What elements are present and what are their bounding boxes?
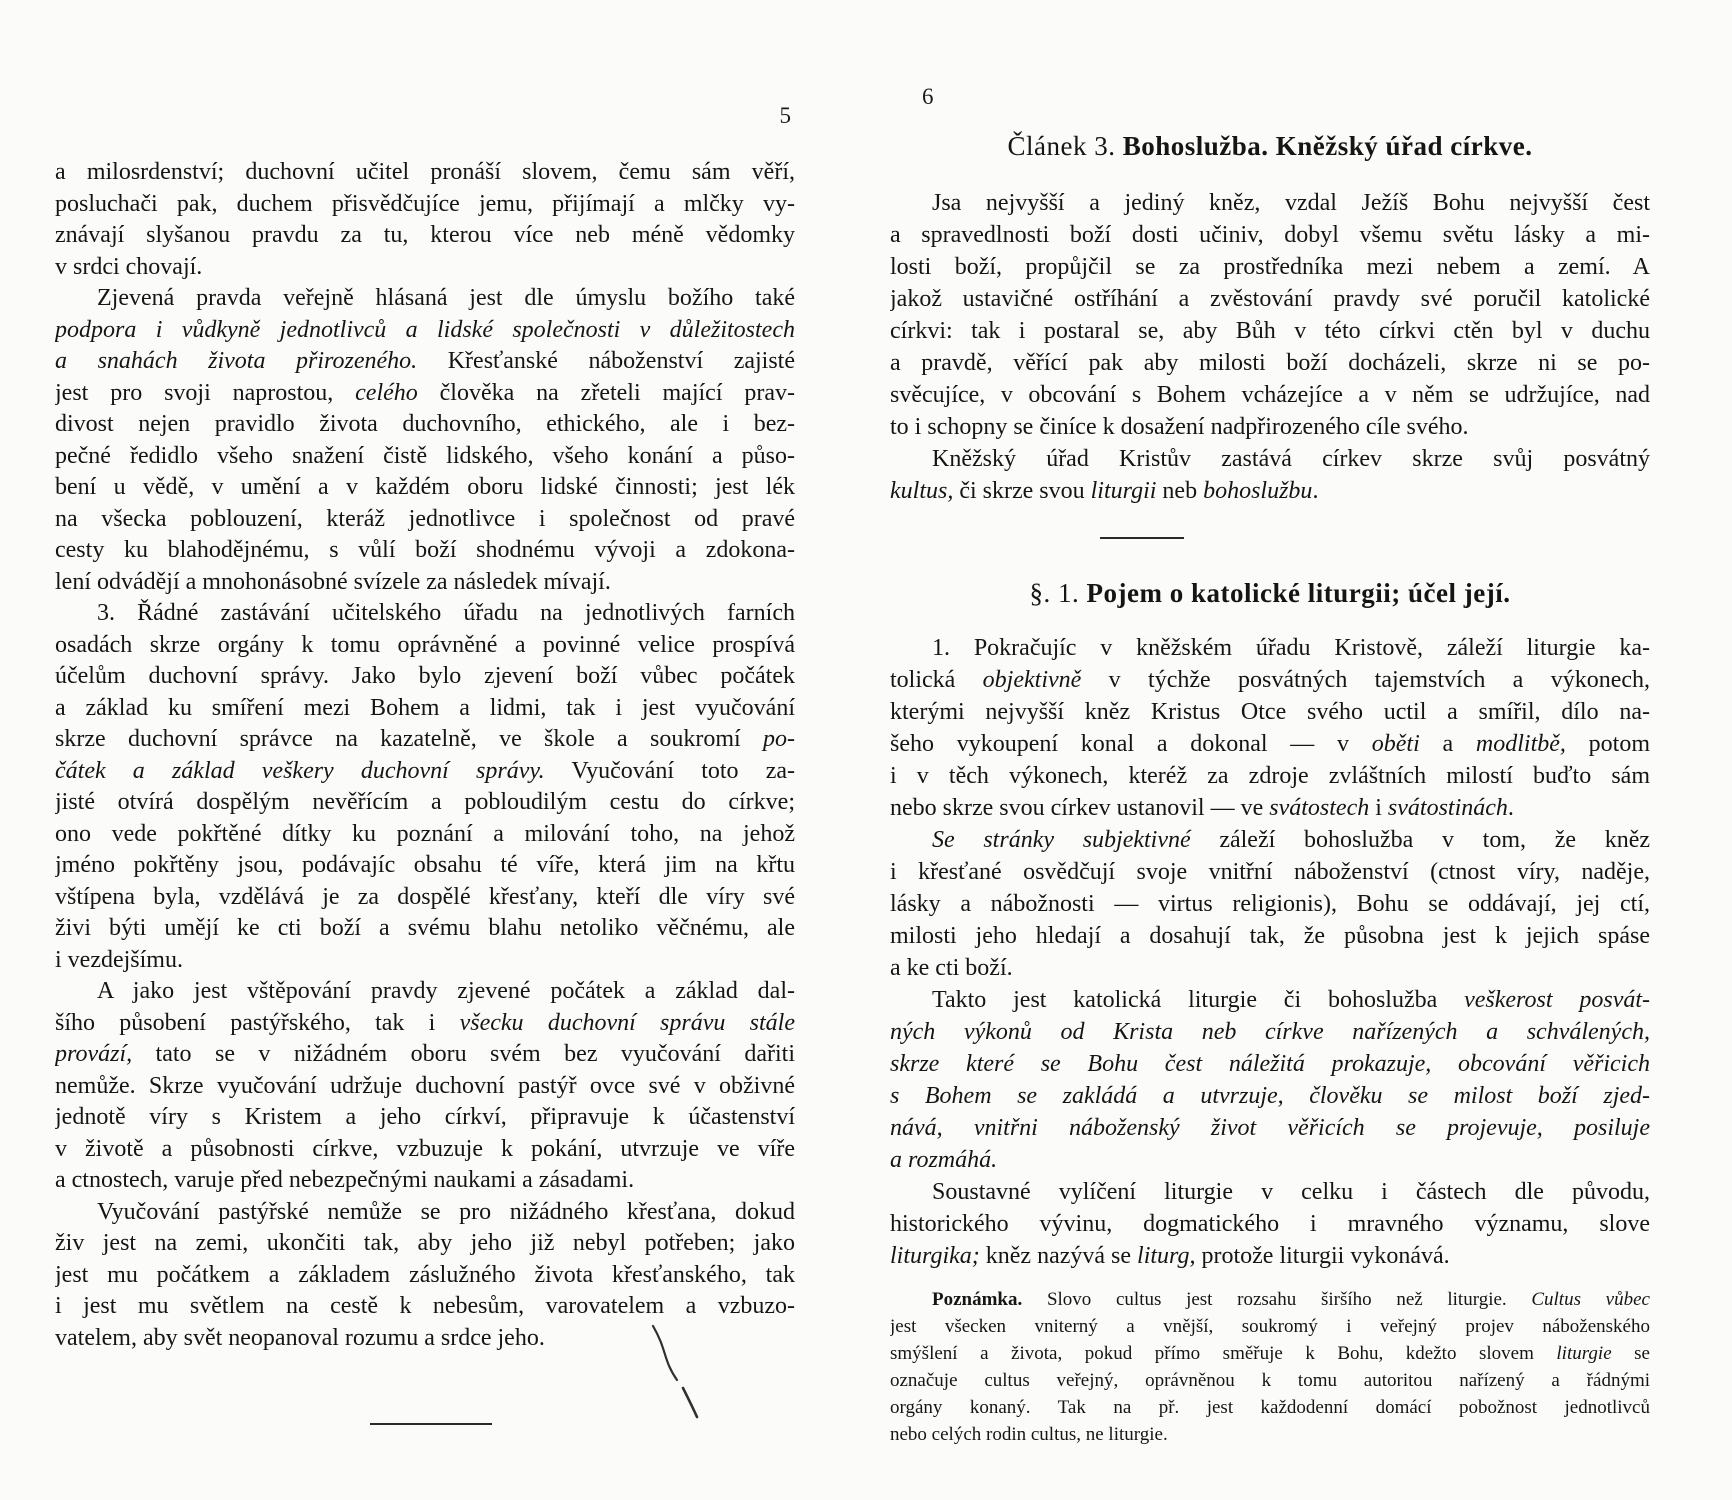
text-line xyxy=(890,475,1650,507)
text-line xyxy=(55,1102,795,1134)
text-segment: Soustavné vylíčení liturgie v celku i částech dle původu, xyxy=(932,1179,1650,1205)
text-segment: svátostech xyxy=(1269,795,1370,821)
text-segment: liturg, xyxy=(1137,1243,1196,1269)
paragraph xyxy=(55,598,795,976)
text-segment: Křesťanské náboženství zajisté xyxy=(417,348,795,374)
text-line xyxy=(55,1039,795,1071)
text-segment: nává, vnitřni náboženský život věřicích se projevuje, posiluje xyxy=(890,1115,1650,1141)
text-segment: a ke cti boží. xyxy=(890,955,1013,981)
text-segment: oběti xyxy=(1371,731,1420,757)
text-line xyxy=(890,1421,1650,1448)
text-segment: Se stránky subjektivné xyxy=(932,827,1191,853)
article-heading xyxy=(890,131,1650,162)
paragraph xyxy=(890,1286,1650,1448)
text-segment: tolická xyxy=(890,667,983,693)
text-line xyxy=(55,913,795,945)
text-segment: neb xyxy=(1156,478,1204,504)
section-divider xyxy=(370,1423,492,1425)
text-line xyxy=(890,696,1650,728)
text-segment: cesty ku blahodějnému, s vůlí boží shodnému vývoji a zdokona- xyxy=(55,537,795,563)
text-line xyxy=(55,441,795,473)
text-segment: Kněžský úřad Kristův zastává církev skrze svůj posvátný xyxy=(932,446,1650,472)
text-segment: jest mu počátkem a základem záslužného života křesťanského, tak xyxy=(55,1261,795,1288)
text-segment: Vyučování toto za- xyxy=(544,757,795,784)
text-line xyxy=(55,756,795,788)
paragraph xyxy=(55,976,795,1197)
paragraph xyxy=(890,443,1650,507)
text-line xyxy=(55,693,795,725)
text-line xyxy=(55,220,795,252)
text-segment: tato se v nižádném oboru svém bez vyučování dařiti xyxy=(132,1041,795,1067)
ink-mark xyxy=(647,1322,717,1452)
text-segment: jednotě víry s Kristem a jeho církví, připravuje k účastenství xyxy=(55,1104,795,1130)
text-segment: Cultus vůbec xyxy=(1531,1289,1650,1310)
text-segment: šeho vykoupení konal a dokonal — v xyxy=(890,731,1372,757)
text-segment: jisté otvírá dospělým nevěřícím a pobloudilým cestu do církve; xyxy=(55,789,795,815)
text-segment: člověka na zřeteli mající prav- xyxy=(417,379,795,406)
text-segment: celého xyxy=(355,379,418,406)
text-segment: po- xyxy=(763,726,795,752)
text-segment: §. 1. xyxy=(1029,578,1087,608)
text-line xyxy=(890,1367,1650,1394)
text-line xyxy=(55,157,795,189)
text-line xyxy=(890,888,1650,920)
text-segment: posluchači pak, duchem přisvědčujíce jemu, přijímají a mlčky vy- xyxy=(55,190,795,217)
text-line xyxy=(890,952,1650,984)
text-line xyxy=(55,1165,795,1197)
section-heading xyxy=(890,578,1650,609)
text-segment: živ jest na zemi, ukončiti tak, aby jeho již nebyl potřeben; jako xyxy=(55,1230,795,1256)
text-segment: i vezdejšímu. xyxy=(55,946,183,973)
text-segment: živi býti umějí ke cti boží a svému blahu netoliko věčnému, ale xyxy=(55,915,795,941)
text-line xyxy=(55,724,795,756)
paragraph xyxy=(55,157,795,283)
text-line xyxy=(890,824,1650,856)
text-segment: a pravdě, věřící pak aby milosti boží docházeli, skrze ni se po- xyxy=(890,350,1650,376)
text-segment: Vyučování pastýřské nemůže se pro nižádného křesťana, dokud xyxy=(97,1198,795,1225)
page-left-text xyxy=(55,157,795,1354)
text-segment: Jsa nejvyšší a jediný kněz, vzdal Ježíš Bohu nejvyšší čest xyxy=(932,190,1650,216)
text-segment: svěcujíce, v obcování s Bohem vcházejíce a v něm se udržujíce, nad xyxy=(890,382,1650,408)
text-segment: čátek a základ veškery duchovní správy. xyxy=(55,757,545,784)
text-segment: orgány konaný. Tak na př. jest každodenní domácí pobožnost jednotlivců xyxy=(890,1397,1650,1418)
text-segment: . xyxy=(1507,795,1514,821)
text-segment: s Bohem se zakládá a utvrzuje, člověku se milost boží zjed- xyxy=(890,1083,1650,1109)
text-line xyxy=(890,1394,1650,1421)
page-right-text-main xyxy=(890,632,1650,1272)
paragraph xyxy=(890,984,1650,1176)
text-segment: jméno pokřtěny jsou, podávajíc obsahu té víře, která jim na křtu xyxy=(55,852,795,878)
text-segment: šího působení pastýřského, tak i xyxy=(55,1009,460,1036)
text-line xyxy=(890,1016,1650,1048)
text-line xyxy=(55,1197,795,1229)
text-segment: církvi: tak i postaral se, aby Bůh v této církvi ctěn byl v duchu xyxy=(890,318,1650,344)
text-segment: bohoslužbu xyxy=(1203,478,1313,504)
text-line xyxy=(55,1291,795,1323)
paragraph xyxy=(890,1176,1650,1272)
text-segment: a xyxy=(1419,731,1476,757)
text-line xyxy=(55,1134,795,1166)
text-segment: všecku duchovní správu stále xyxy=(459,1009,795,1036)
text-segment: jest pro svoji naprostou, xyxy=(55,379,356,406)
text-segment: 3. Řádné zastávání učitelského úřadu na jednotlivých farních xyxy=(97,600,795,626)
text-line xyxy=(890,1313,1650,1340)
text-segment: milosti jeho hledají a dosahují tak, že působna jest k jejich spáse xyxy=(890,923,1650,949)
text-segment: liturgika; xyxy=(890,1243,980,1269)
text-segment: a spravedlnosti boží dosti učiniv, dobyl všemu světu lásky a mi- xyxy=(890,222,1650,248)
text-line xyxy=(55,283,795,315)
text-line xyxy=(890,1208,1650,1240)
text-line xyxy=(890,664,1650,696)
text-segment: účelům duchovní správy. Jako bylo zjevení boží vůbec počátek xyxy=(55,663,795,689)
text-line xyxy=(890,1340,1650,1367)
text-segment: Poznámka. xyxy=(932,1289,1023,1310)
page-right-text-top xyxy=(890,187,1650,507)
text-line xyxy=(55,346,795,378)
text-line xyxy=(890,792,1650,824)
text-segment: losti boží, propůjčil se za prostředníka mezi nebem a zemí. A xyxy=(890,254,1650,280)
text-segment: nebo celých rodin cultus, ne liturgie. xyxy=(890,1424,1168,1445)
text-segment: i v těch výkonech, kteréž za zdroje zvláštních milostí buďto sám xyxy=(890,763,1650,789)
text-line xyxy=(890,1286,1650,1313)
text-line xyxy=(890,760,1650,792)
text-line xyxy=(890,1112,1650,1144)
text-segment: kultus, xyxy=(890,478,954,504)
text-line xyxy=(890,443,1650,475)
text-segment: osadách skrze orgány k tomu oprávněné a povinné velice prospívá xyxy=(55,631,795,658)
text-line xyxy=(890,187,1650,219)
text-line xyxy=(55,630,795,662)
text-line xyxy=(55,378,795,410)
text-line xyxy=(55,850,795,882)
paragraph xyxy=(55,283,795,598)
text-segment: a rozmáhá. xyxy=(890,1147,998,1173)
text-segment: vštípena byla, vzdělává je za dospělé křesťany, kteří dle víry své xyxy=(55,883,795,910)
text-line xyxy=(890,283,1650,315)
text-segment: nebo skrze svou církev ustanovil — ve xyxy=(890,795,1270,821)
text-segment: jakož ustavičné ostříhání a zvěstování pravdy své poručil katolické xyxy=(890,286,1650,312)
text-segment: to i schopny se činíce k dosažení nadpřirozeného cíle svého. xyxy=(890,414,1469,440)
text-segment: svátostinách xyxy=(1387,795,1508,821)
text-segment: lásky a nábožnosti — virtus religionis), Bohu se oddávají, jej ctí, xyxy=(890,891,1650,917)
text-segment: v životě a působnosti církve, vzbuzuje k pokání, utvrzuje ve víře xyxy=(55,1135,795,1162)
text-segment: A jako jest vštěpování pravdy zjevené počátek a základ dal- xyxy=(97,978,795,1004)
text-segment: Pojem o katolické liturgii; účel její. xyxy=(1086,578,1511,608)
text-segment: a ctnostech, varuje před nebezpečnými naukami a zásadami. xyxy=(55,1167,635,1193)
text-segment: vatelem, aby svět neopanoval rozumu a srdce jeho. xyxy=(55,1324,545,1351)
text-segment: i xyxy=(1369,795,1388,821)
text-segment: v srdci chovají. xyxy=(55,253,203,280)
text-line xyxy=(55,189,795,221)
text-line xyxy=(55,1228,795,1260)
text-line xyxy=(55,1008,795,1040)
text-line xyxy=(55,1260,795,1292)
paragraph xyxy=(890,187,1650,443)
text-line xyxy=(890,379,1650,411)
paragraph xyxy=(890,824,1650,984)
text-line xyxy=(890,1240,1650,1272)
text-line xyxy=(55,976,795,1008)
text-segment: skrze duchovní správce na kazatelně, ve škole a soukromí xyxy=(55,726,763,752)
text-segment: Zjevená pravda veřejně hlásaná jest dle úmyslu božího také xyxy=(97,285,795,311)
paragraph xyxy=(890,632,1650,824)
text-segment: nemůže. Skrze vyučování udržuje duchovní pastýř ovce své v obživné xyxy=(55,1072,795,1099)
text-line xyxy=(55,819,795,851)
text-line xyxy=(55,567,795,599)
text-line xyxy=(890,728,1650,760)
text-segment: i jest mu světlem na cestě k nebesům, varovatelem a vzbuzo- xyxy=(55,1293,795,1319)
text-segment: divost nejen pravidlo života duchovního, ethického, ale i bez- xyxy=(55,411,795,437)
text-line xyxy=(55,1071,795,1103)
text-segment: . xyxy=(1312,478,1319,504)
footnote xyxy=(890,1286,1650,1448)
text-segment: a milosrdenství; duchovní učitel pronáší slovem, čemu sám věří, xyxy=(55,159,795,185)
text-segment: objektivně xyxy=(982,667,1082,693)
text-line xyxy=(55,252,795,284)
text-segment: se xyxy=(1611,1343,1650,1364)
text-segment: historického vývinu, dogmatického i mravného významu, slove xyxy=(890,1211,1650,1237)
text-segment: skrze které se Bohu čest náležitá prokazuje, obcování věřicich xyxy=(890,1051,1650,1077)
text-segment: 1. Pokračujíc v kněžském úřadu Kristově, záleží liturgie ka- xyxy=(932,635,1650,661)
text-segment: modlitbě, xyxy=(1475,731,1566,757)
text-line xyxy=(55,787,795,819)
text-line xyxy=(890,315,1650,347)
text-segment: Článek 3. xyxy=(1007,131,1123,161)
text-line xyxy=(55,598,795,630)
text-line xyxy=(890,856,1650,888)
text-line xyxy=(890,347,1650,379)
text-line xyxy=(890,632,1650,664)
text-line xyxy=(55,945,795,977)
text-line xyxy=(55,472,795,504)
text-segment: záleží bohoslužba v tom, že kněz xyxy=(1190,827,1650,853)
page-number-right: 6 xyxy=(922,84,934,109)
text-segment: podpora i vůdkyně jednotlivců a lidské společnosti v důležitostech xyxy=(55,316,795,343)
text-line xyxy=(890,1176,1650,1208)
text-segment: a základ ku smíření mezi Bohem a lidmi, tak i jest vyučování xyxy=(55,694,795,721)
text-segment: Slovo cultus jest rozsahu širšího než liturgie. xyxy=(1022,1289,1532,1310)
text-line xyxy=(55,504,795,536)
text-segment: Takto jest katolická liturgie či bohoslužba xyxy=(932,987,1465,1013)
text-segment: bení u vědě, v umění a v každém oboru lidské činnosti; jest lék xyxy=(55,474,795,500)
text-segment: ono vede pokřtěné dítky ku poznání a milování toho, na jehož xyxy=(55,820,795,847)
text-line xyxy=(890,1048,1650,1080)
text-segment: Bohoslužba. Kněžský úřad církve. xyxy=(1122,131,1533,161)
text-line xyxy=(890,1144,1650,1176)
text-line xyxy=(55,409,795,441)
text-segment: kněz nazývá se xyxy=(979,1243,1138,1269)
text-segment: či skrze svou xyxy=(953,478,1091,504)
text-segment: pečné ředidlo všeho snažení čistě lidského, všeho konání a půso- xyxy=(55,442,795,469)
text-line xyxy=(55,882,795,914)
text-segment: liturgie xyxy=(1556,1343,1612,1364)
text-line xyxy=(890,1080,1650,1112)
text-line xyxy=(890,219,1650,251)
text-segment: protože liturgii vykonává. xyxy=(1195,1243,1450,1269)
text-segment: na všecka poblouzení, kteráž jednotlivce i společnost od pravé xyxy=(55,505,795,532)
text-segment: lení odvádějí a mnohonásobné svízele za následek mívají. xyxy=(55,568,611,595)
text-segment: i křesťané osvědčují svoje vnitřní náboženství (ctnost víry, naděje, xyxy=(890,859,1650,885)
text-line xyxy=(890,984,1650,1016)
text-line xyxy=(55,535,795,567)
text-segment: smýšlení a života, pokud přímo směřuje k Bohu, kdežto slovem xyxy=(890,1343,1557,1364)
text-line xyxy=(890,251,1650,283)
text-segment: jest všecken vniterný a vnější, soukromý i veřejný projev náboženského xyxy=(890,1316,1650,1337)
text-line xyxy=(890,411,1650,443)
text-segment: potom xyxy=(1565,731,1650,757)
text-line xyxy=(890,920,1650,952)
page-number-left: 5 xyxy=(779,103,791,128)
text-segment: a snahách života přirozeného. xyxy=(55,348,418,374)
text-segment: provází, xyxy=(55,1041,133,1067)
text-segment: v týchže posvátných tajemstvích a výkonech, xyxy=(1081,667,1650,693)
text-segment: označuje cultus veřejný, oprávněnou k tomu autoritou nařízený a řádnými xyxy=(890,1370,1650,1391)
text-line xyxy=(55,315,795,347)
page-right xyxy=(890,0,1650,1500)
text-segment: liturgii xyxy=(1090,478,1157,504)
text-segment: veškerost posvát- xyxy=(1464,987,1650,1013)
page-left xyxy=(55,0,795,1500)
text-segment: znávají slyšanou pravdu za tu, kterou více neb méně vědomky xyxy=(55,222,795,248)
text-segment: kterými nejvyšší kněz Kristus Otce svého uctil a smířil, dílo na- xyxy=(890,699,1650,725)
section-divider xyxy=(1100,537,1184,539)
text-line xyxy=(55,661,795,693)
text-segment: ných výkonů od Krista neb církve nařízených a schválených, xyxy=(890,1019,1650,1045)
